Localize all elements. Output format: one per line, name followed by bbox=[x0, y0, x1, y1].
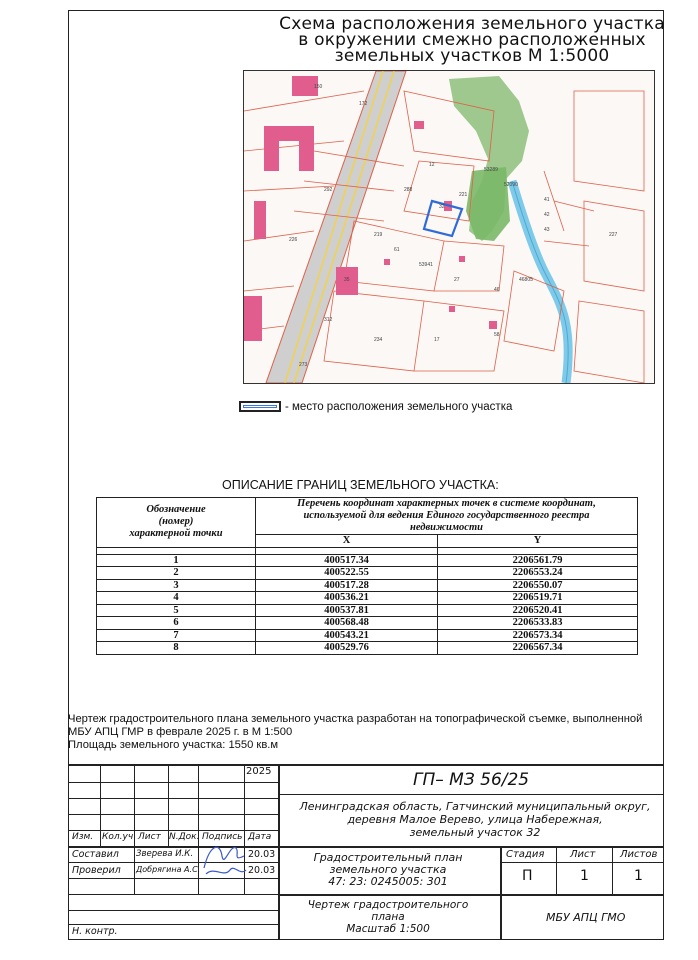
point-number: 2 bbox=[97, 567, 256, 580]
y-header: Y bbox=[438, 535, 638, 548]
head-izm: Изм. bbox=[72, 832, 94, 842]
title-block bbox=[68, 764, 664, 940]
project-code: ГП– МЗ 56/25 bbox=[413, 770, 530, 790]
map-label: 61 bbox=[394, 247, 400, 253]
map-label: 150 bbox=[314, 84, 323, 90]
description-title: ОПИСАНИЕ ГРАНИЦ ЗЕМЕЛЬНОГО УЧАСТКА: bbox=[222, 478, 499, 492]
map-label: 46 bbox=[494, 287, 500, 293]
table-row bbox=[97, 567, 638, 580]
doc-title-line: земельного участка bbox=[329, 863, 447, 876]
x-value: 400517.28 bbox=[256, 579, 438, 592]
title-line-1: Схема расположения земельного участка bbox=[279, 14, 665, 34]
drawing-caption bbox=[288, 899, 488, 935]
title-line-2: в окружении смежно расположенных bbox=[298, 30, 646, 50]
stage-header: Стадия bbox=[506, 849, 545, 860]
head-koluch: Кол.уч bbox=[102, 832, 134, 842]
map-label: 53289 bbox=[484, 167, 498, 173]
note-line-3: Площадь земельного участка: 1550 кв.м bbox=[68, 739, 279, 751]
head-ndok: N.Док. bbox=[169, 832, 200, 842]
checked-by-label: Проверил bbox=[72, 865, 121, 876]
spacer-row bbox=[97, 547, 638, 554]
drawing-line: Чертеж градостроительного bbox=[307, 899, 469, 911]
table-row bbox=[97, 554, 638, 567]
map-label: 312 bbox=[324, 317, 333, 323]
header-line: недвижимости bbox=[410, 522, 483, 533]
point-number: 4 bbox=[97, 592, 256, 605]
map-label: 32 bbox=[439, 204, 445, 210]
map-label: 227 bbox=[609, 232, 618, 238]
note-line-1: Чертеж градостроительного плана земельного участка разработан на топографической съемке, выполненной bbox=[68, 713, 643, 725]
map-label: 288 bbox=[404, 187, 413, 193]
compiled-by-name: Зверева И.К. bbox=[136, 849, 194, 859]
sheets-header: Листов bbox=[620, 849, 658, 860]
address-line: Ленинградская область, Гатчинский муниципальный округ, bbox=[299, 800, 651, 813]
head-data: Дата bbox=[248, 832, 272, 842]
drawing-line: плана bbox=[371, 911, 405, 923]
signature-image bbox=[200, 834, 250, 884]
table-row bbox=[97, 642, 638, 655]
checked-by-name: Добрягина А.С. bbox=[136, 865, 201, 874]
point-number: 7 bbox=[97, 629, 256, 642]
drawing-note bbox=[68, 713, 642, 752]
y-value: 2206533.83 bbox=[438, 617, 638, 630]
map-label: 58 bbox=[494, 332, 500, 338]
header-line: Перечень координат характерных точек в системе координат, bbox=[297, 498, 596, 509]
x-value: 400536.21 bbox=[256, 592, 438, 605]
checked-date: 20.03 bbox=[248, 865, 276, 876]
header-line: используемой для ведения Единого государственного реестра bbox=[303, 510, 590, 521]
situation-map bbox=[243, 70, 655, 384]
table-row bbox=[97, 617, 638, 630]
head-list: Лист bbox=[138, 832, 161, 842]
sheet-header: Лист bbox=[570, 849, 596, 860]
map-label: 42 bbox=[544, 212, 550, 218]
map-drawing bbox=[244, 71, 654, 383]
y-value: 2206553.24 bbox=[438, 567, 638, 580]
map-label: 17 bbox=[434, 337, 440, 343]
x-value: 400517.34 bbox=[256, 554, 438, 567]
map-label: 12 bbox=[429, 162, 435, 168]
point-number: 3 bbox=[97, 579, 256, 592]
map-label: 234 bbox=[374, 337, 383, 343]
coords-header bbox=[256, 498, 638, 535]
y-value: 2206519.71 bbox=[438, 592, 638, 605]
scheme-title bbox=[262, 16, 682, 64]
head-podpis: Подпись bbox=[202, 832, 243, 842]
doc-title-line: Градостроительный план bbox=[313, 851, 463, 864]
map-label: 273 bbox=[299, 362, 308, 368]
map-label: 52090 bbox=[504, 182, 518, 188]
table-row bbox=[97, 579, 638, 592]
header-line: характерной точки bbox=[129, 528, 223, 540]
x-value: 400568.48 bbox=[256, 617, 438, 630]
y-value: 2206550.07 bbox=[438, 579, 638, 592]
map-label: 221 bbox=[459, 192, 468, 198]
compiled-date: 20.03 bbox=[248, 849, 276, 860]
map-label: 219 bbox=[374, 232, 383, 238]
point-number: 6 bbox=[97, 617, 256, 630]
map-label: 172 bbox=[359, 101, 368, 107]
map-label: 46805 bbox=[519, 277, 533, 283]
y-value: 2206520.41 bbox=[438, 604, 638, 617]
title-line-3: земельных участков М 1:5000 bbox=[334, 46, 610, 66]
point-number: 5 bbox=[97, 604, 256, 617]
drawing-line: Масштаб 1:500 bbox=[346, 923, 430, 935]
map-label: 43 bbox=[544, 227, 550, 233]
point-number: 1 bbox=[97, 554, 256, 567]
map-label: 27 bbox=[454, 277, 460, 283]
point-number-header bbox=[97, 498, 256, 548]
header-line: Обозначение bbox=[146, 504, 206, 516]
address bbox=[290, 800, 660, 839]
norm-control-label: Н. контр. bbox=[72, 926, 118, 937]
year: 2025 bbox=[246, 766, 272, 777]
sheet-value: 1 bbox=[580, 868, 589, 884]
x-value: 400543.21 bbox=[256, 629, 438, 642]
legend-swatch bbox=[239, 401, 281, 412]
map-label: 41 bbox=[544, 197, 550, 203]
compiled-by-label: Составил bbox=[72, 849, 119, 860]
map-label: 226 bbox=[289, 237, 298, 243]
header-line: (номер) bbox=[158, 516, 194, 528]
organization: МБУ АПЦ ГМО bbox=[546, 911, 626, 924]
stage-value: П bbox=[522, 868, 533, 884]
table-header-row bbox=[97, 498, 638, 535]
x-value: 400529.76 bbox=[256, 642, 438, 655]
address-line: деревня Малое Верево, улица Набережная, bbox=[347, 813, 603, 826]
highway bbox=[266, 71, 406, 383]
y-value: 2206573.34 bbox=[438, 629, 638, 642]
legend-text: - место расположения земельного участка bbox=[285, 401, 513, 413]
x-value: 400522.55 bbox=[256, 567, 438, 580]
y-value: 2206567.34 bbox=[438, 642, 638, 655]
map-label: 292 bbox=[324, 187, 333, 193]
y-value: 2206561.79 bbox=[438, 554, 638, 567]
coordinates-table bbox=[96, 497, 638, 655]
address-line: земельный участок 32 bbox=[409, 826, 541, 839]
table-row bbox=[97, 604, 638, 617]
x-header: X bbox=[256, 535, 438, 548]
table-row bbox=[97, 629, 638, 642]
map-label: 53941 bbox=[419, 262, 433, 268]
note-line-2: МБУ АПЦ ГМР в феврале 2025 г. в М 1:500 bbox=[68, 726, 293, 738]
document-title bbox=[288, 852, 488, 888]
point-number: 8 bbox=[97, 642, 256, 655]
doc-title-line: 47: 23: 0245005: 301 bbox=[328, 875, 448, 888]
table-row bbox=[97, 592, 638, 605]
map-label: 35 bbox=[344, 277, 350, 283]
x-value: 400537.81 bbox=[256, 604, 438, 617]
sheets-value: 1 bbox=[634, 868, 643, 884]
